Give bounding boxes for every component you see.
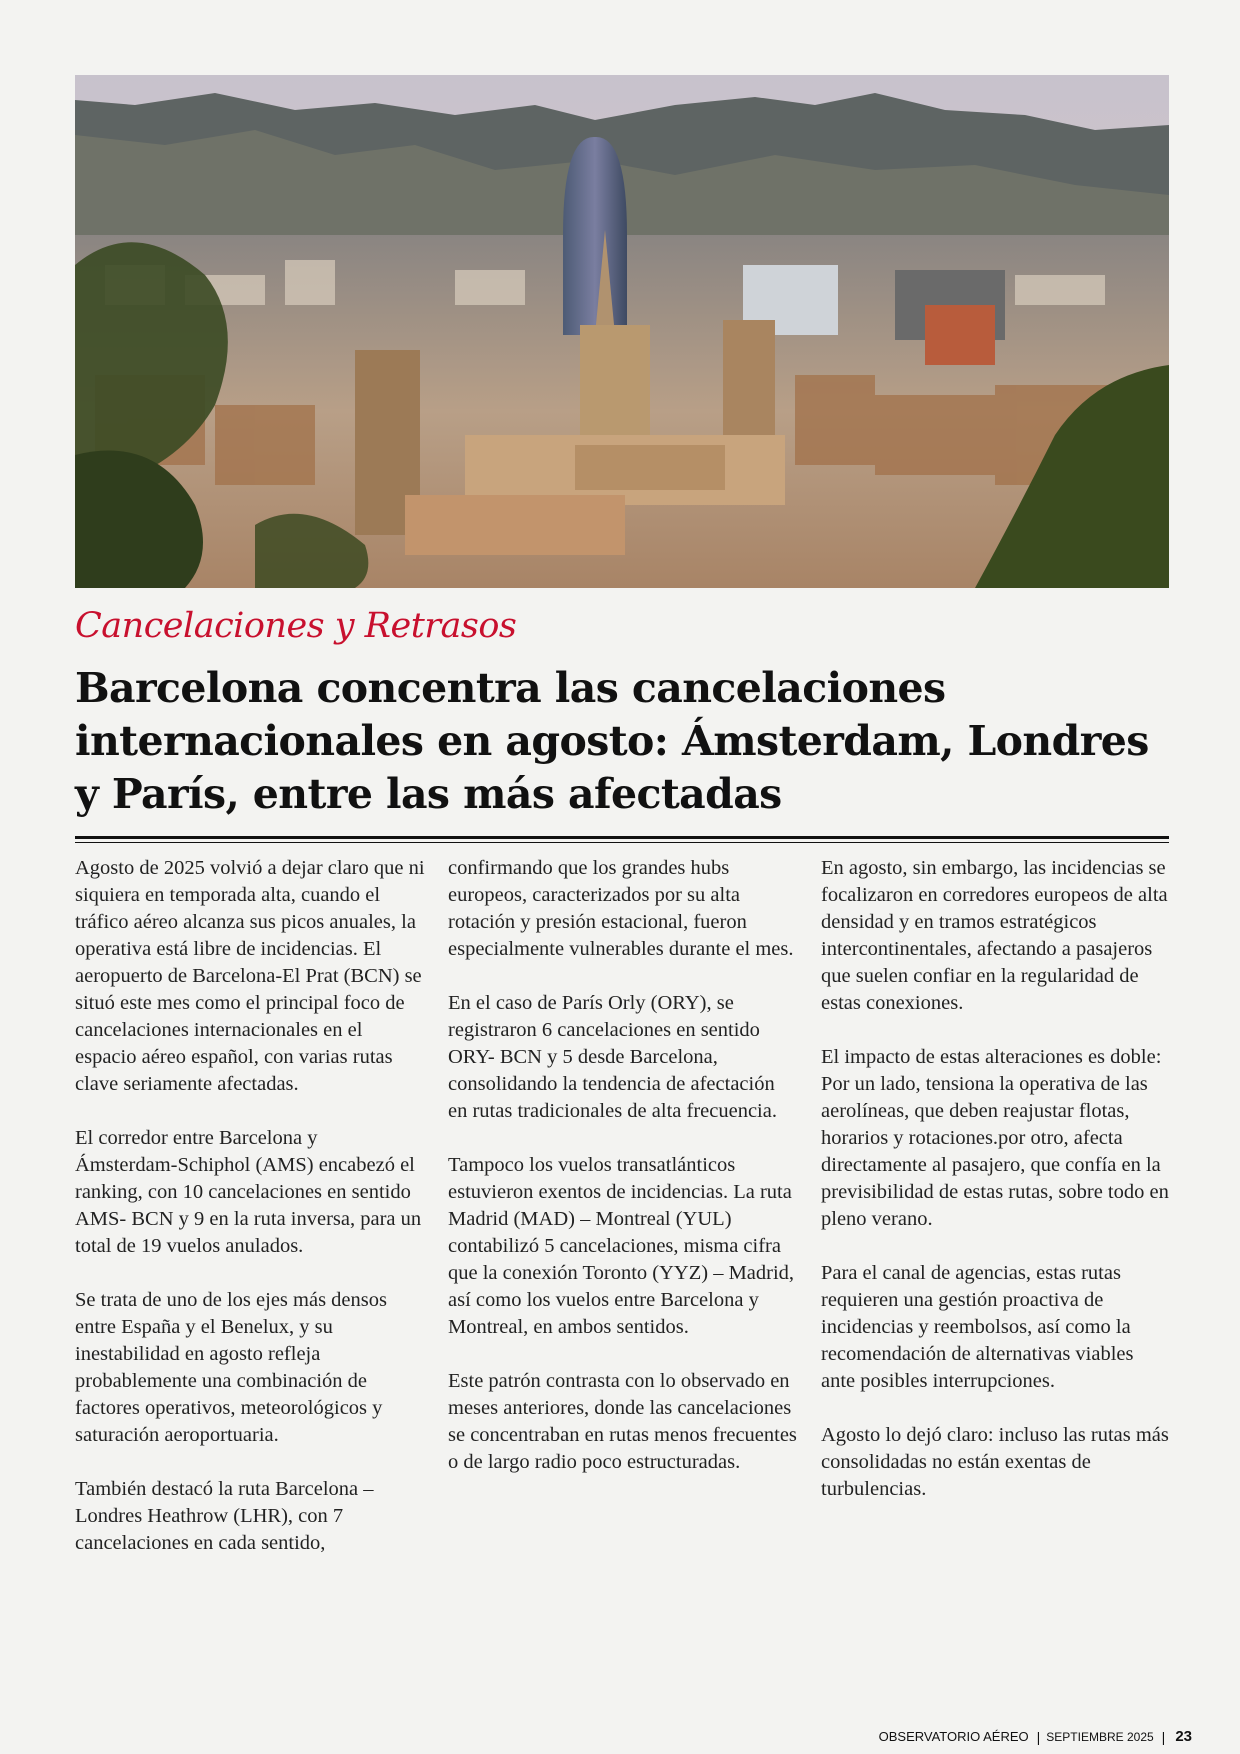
paragraph: Este patrón contrasta con lo observado en meses anteriores, donde las cancelaciones se concentraban en rutas menos frecuentes o de largo radio poco estructuradas. [448, 1370, 797, 1473]
page-footer [879, 1728, 1192, 1745]
section-kicker: Cancelaciones y Retrasos [75, 606, 517, 646]
page-number: 23 [1175, 1728, 1192, 1745]
paragraph: Se trata de uno de los ejes más densos entre España y el Benelux, y su inestabilidad en agosto refleja probablemente una combinación de factores operativos, meteorológicos y saturación aeroportuaria. [75, 1289, 387, 1446]
paragraph: El corredor entre Barcelona y Ámsterdam-Schiphol (AMS) encabezó el ranking, con 10 cancelaciones en sentido AMS- BCN y 9 en la ruta inversa, para un total de 19 vuelos anulados. [75, 1127, 422, 1257]
paragraph: En agosto, sin embargo, las incidencias se focalizaron en corredores europeos de alta densidad y en tramos estratégicos intercontinentales, afectando a pasajeros que suelen confiar en la regularidad de estas conexiones. [821, 857, 1168, 1014]
article-headline: Barcelona concentra las cancelaciones internacionales en agosto: Ámsterdam, Londres y París, entre las más afectadas [75, 664, 1149, 818]
article-column-3 [821, 855, 1171, 1530]
paragraph: Agosto lo dejó claro: incluso las rutas más consolidadas no están exentas de turbulencias. [821, 1424, 1169, 1500]
paragraph: El impacto de estas alteraciones es doble: Por un lado, tensiona la operativa de las aerolíneas, que deben reajustar flotas, horarios y rotaciones.por otro, afecta directamente al pasajero, que confía en la previsibilidad de estas rutas, sobre todo en pleno verano. [821, 1046, 1169, 1230]
paragraph: Agosto de 2025 volvió a dejar claro que ni siquiera en temporada alta, cuando el tráfico aéreo alcanza sus picos anuales, la operativa está libre de incidencias. El aeropuerto de Barcelona-El Prat (BCN) se situó este mes como el principal foco de cancelaciones internacionales en el espacio aéreo español, con varias rutas clave seriamente afectadas. [75, 857, 425, 1095]
paragraph: En el caso de París Orly (ORY), se registraron 6 cancelaciones en sentido ORY- BCN y 5 desde Barcelona, consolidando la tendencia de afectación en rutas tradicionales de alta frecuencia. [448, 992, 777, 1122]
publication-name: OBSERVATORIO AÉREO [878, 1729, 1029, 1744]
page-separator: | [1161, 1728, 1166, 1745]
headline-divider [75, 836, 1169, 839]
footer-separator: | [1036, 1728, 1041, 1745]
headline-divider-thin [75, 842, 1169, 843]
paragraph: Para el canal de agencias, estas rutas requieren una gestión proactiva de incidencias y reembolsos, así como la recomendación de alternativas viables ante posibles interrupciones. [821, 1262, 1134, 1392]
article-column-2 [448, 855, 798, 1503]
paragraph: Tampoco los vuelos transatlánticos estuvieron exentos de incidencias. La ruta Madrid (MAD) – Montreal (YUL) contabilizó 5 cancelaciones, misma cifra que la conexión Toronto (YYZ) – Madrid, así como los vuelos entre Barcelona y Montreal, en ambos sentidos. [448, 1154, 795, 1338]
issue-date: SEPTIEMBRE 2025 [1046, 1729, 1154, 1744]
paragraph: También destacó la ruta Barcelona – Londres Heathrow (LHR), con 7 cancelaciones en cada sentido, [75, 1478, 374, 1554]
hero-photo-barcelona-skyline [75, 75, 1169, 588]
paragraph: confirmando que los grandes hubs europeos, caracterizados por su alta rotación y presión estacional, fueron especialmente vulnerables durante el mes. [448, 857, 794, 960]
article-column-1 [75, 855, 425, 1584]
